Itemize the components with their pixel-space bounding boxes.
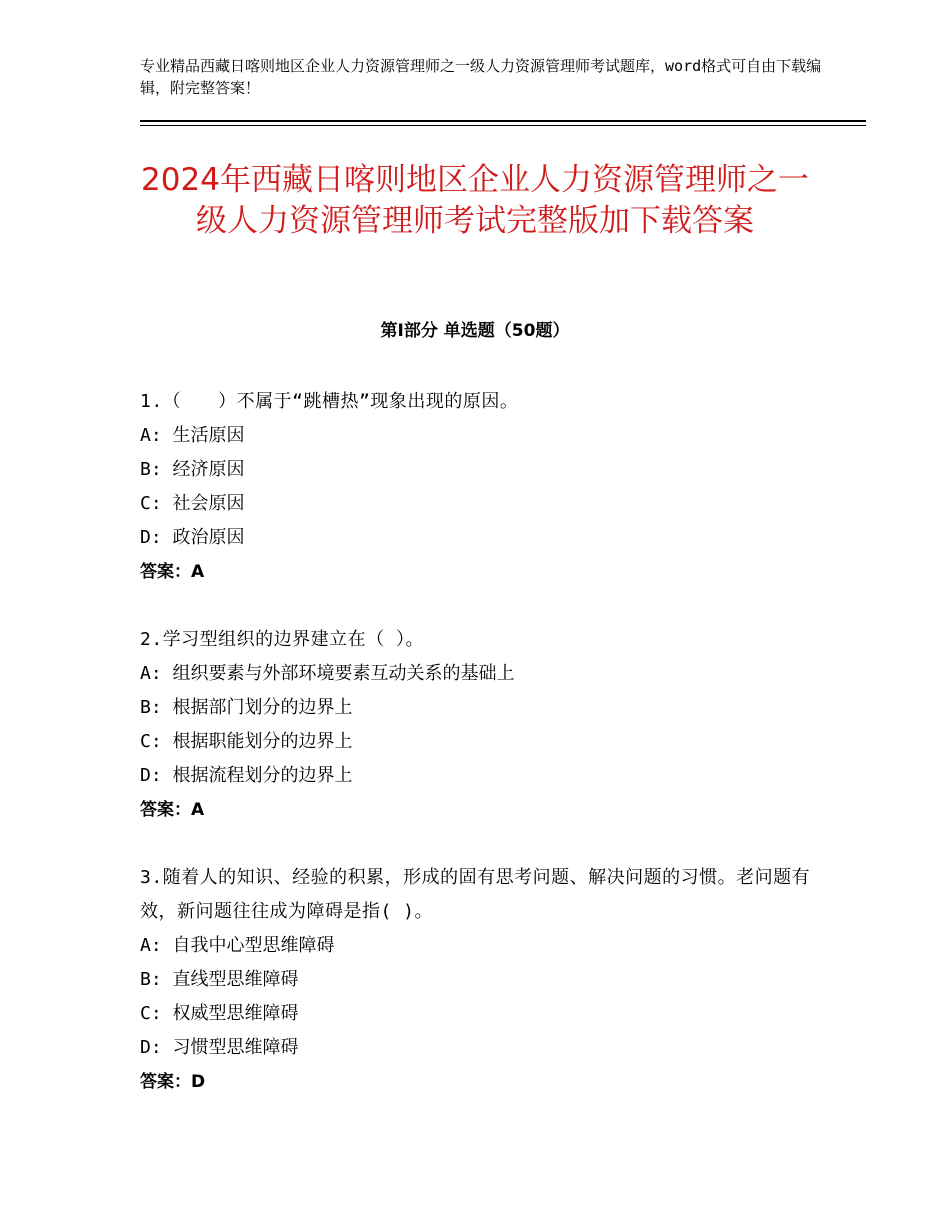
question-list [140,385,840,1133]
option-d: D: 政治原因 [140,527,245,548]
question-text: 1.（ ）不属于“跳槽热”现象出现的原因。 [140,391,519,412]
header-rule-thin [140,125,866,126]
option-c: C: 社会原因 [140,493,245,514]
question-3 [140,861,840,1099]
option-b: B: 经济原因 [140,459,245,480]
question-text: 2.学习型组织的边界建立在（ ）。 [140,629,425,650]
answer-line: 答案：A [140,562,205,582]
option-d: D: 根据流程划分的边界上 [140,765,353,786]
option-b: B: 根据部门划分的边界上 [140,697,353,718]
option-a: A: 自我中心型思维障碍 [140,935,335,956]
question-1 [140,385,840,589]
answer-line: 答案：D [140,1072,206,1092]
question-2 [140,623,840,827]
option-d: D: 习惯型思维障碍 [140,1037,299,1058]
option-c: C: 根据职能划分的边界上 [140,731,353,752]
option-b: B: 直线型思维障碍 [140,969,299,990]
document-title: 2024年西藏日喀则地区企业人力资源管理师之一级人力资源管理师考试完整版加下载答案 [141,162,809,239]
option-c: C: 权威型思维障碍 [140,1003,299,1024]
section-heading: 第Ⅰ部分 单选题（50题） [380,321,570,341]
answer-line: 答案：A [140,800,205,820]
header-note: 专业精品西藏日喀则地区企业人力资源管理师之一级人力资源管理师考试题库，word格式可自由下载编辑，附完整答案！ [140,57,822,97]
option-a: A: 生活原因 [140,425,245,446]
option-a: A: 组织要素与外部环境要素互动关系的基础上 [140,663,515,684]
header-rule-thick [140,120,866,122]
question-text: 3.随着人的知识、经验的积累，形成的固有思考问题、解决问题的习惯。老问题有效，新问题往往成为障碍是指( )。 [140,867,811,922]
